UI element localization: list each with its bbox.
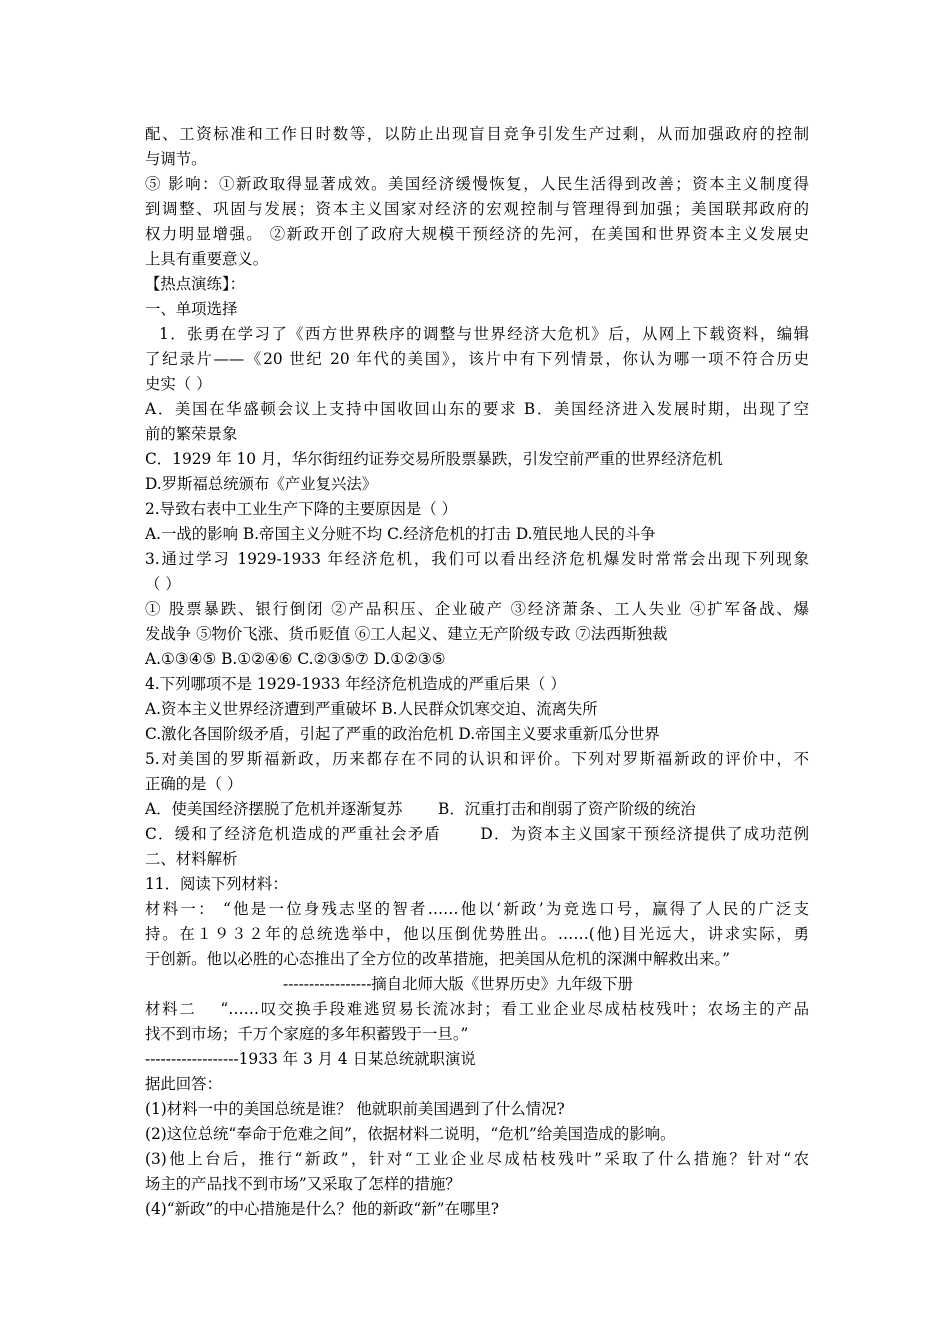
- option-line: A.一战的影响 B.帝国主义分赃不均 C.经济危机的打击 D.殖民地人民的斗争: [145, 525, 656, 543]
- option-line: 前的繁荣景象: [145, 425, 238, 443]
- question-3: 3.通过学习 1929-1933 年经济危机，我们可以看出经济危机爆发时常常会出现下列现象: [145, 550, 809, 568]
- text-line: （ ）: [145, 575, 181, 593]
- option-line: A.资本主义世界经济遭到严重破坏 B.人民群众饥寒交迫、流离失所: [145, 700, 598, 718]
- source-credit: -----------------摘自北师大版《世界历史》九年级下册: [283, 975, 634, 993]
- text-line: 找不到市场；千万个家庭的多年积蓄毁于一旦。”: [145, 1025, 469, 1043]
- text-line: 上具有重要意义。: [145, 250, 269, 268]
- option-line: D.罗斯福总统颁布《产业复兴法》: [145, 475, 378, 493]
- text-line: 与调节。: [145, 150, 207, 168]
- text-line: 到调整、巩固与发展；资本主义国家对经济的宏观控制与管理得到加强；美国联邦政府的: [145, 200, 809, 218]
- text-line: 场主的产品找不到市场”又采取了怎样的措施？: [145, 1175, 461, 1193]
- sub-question: (2)这位总统“奉命于危难之间”，依据材料二说明，“危机”给美国造成的影响。: [145, 1125, 676, 1143]
- text-line: 持。在１９３２年的总统选举中，他以压倒优势胜出。……(他)目光远大，讲求实际，勇: [145, 925, 809, 943]
- text-line: 权力明显增强。 ②新政开创了政府大规模干预经济的先河，在美国和世界资本主义发展史: [145, 225, 809, 243]
- question-5: 5.对美国的罗斯福新政，历来都存在不同的认识和评价。下列对罗斯福新政的评价中，不: [145, 750, 809, 768]
- text-line: 配、工资标准和工作日时数等，以防止出现盲目竞争引发生产过剩，从而加强政府的控制: [145, 125, 809, 143]
- question-2: 2.导致右表中工业生产下降的主要原因是（ ）: [145, 500, 457, 518]
- text-line: 正确的是（ ）: [145, 775, 243, 793]
- option-line: ① 股票暴跌、银行倒闭 ②产品积压、企业破产 ③经济萧条、工人失业 ④扩军备战、爆: [145, 600, 809, 618]
- text-line: 了纪录片——《20 世纪 20 年代的美国》，该片中有下列情景，你认为哪一项不符合历史: [145, 350, 809, 368]
- text-line: ⑤ 影响：①新政取得显著成效。美国经济缓慢恢复，人民生活得到改善；资本主义制度得: [145, 175, 809, 193]
- text-line: 据此回答：: [145, 1075, 222, 1093]
- material-1: 材料一： “他是一位身残志坚的智者……他以‘新政’为竞选口号，赢得了人民的广泛支: [145, 900, 809, 918]
- option-line: A．美国在华盛顿会议上支持中国收回山东的要求 B．美国经济进入发展时期，出现了空: [145, 400, 809, 418]
- sub-question: (4)“新政”的中心措施是什么？他的新政“新”在哪里?: [145, 1200, 499, 1218]
- option-line: 发战争 ⑤物价飞涨、货币贬值 ⑥工人起义、建立无产阶级专政 ⑦法西斯独裁: [145, 625, 668, 643]
- option-line: C.激化各国阶级矛盾，引起了严重的政治危机 D.帝国主义要求重新瓜分世界: [145, 725, 660, 743]
- document-page: [145, 122, 809, 1222]
- question-4: 4.下列哪项不是 1929-1933 年经济危机造成的严重后果（ ）: [145, 675, 566, 693]
- question-1: 1．张勇在学习了《西方世界秩序的调整与世界经济大危机》后，从网上下载资料，编辑: [159, 325, 809, 343]
- sub-question: (1)材料一中的美国总统是谁？ 他就职前美国遇到了什么情况?: [145, 1100, 565, 1118]
- text-line: 史实（ ）: [145, 375, 212, 393]
- text-line: 于创新。他以必胜的心态推出了全方位的改革措施，把美国从危机的深渊中解救出来。”: [145, 950, 731, 968]
- option-line: C．1929 年 10 月，华尔街纽约证券交易所股票暴跌，引发空前严重的世界经济危机: [145, 450, 723, 468]
- material-2: 材料二 “……叹交换手段难逃贸易长流冰封；看工业企业尽成枯枝残叶；农场主的产品: [145, 1000, 809, 1018]
- option-line: A.①③④⑤ B.①②④⑥ C.②③⑤⑦ D.①②③⑤: [145, 650, 446, 668]
- question-11: 11．阅读下列材料：: [145, 875, 288, 893]
- sub-question: (3)他上台后，推行“新政”，针对“工业企业尽成枯枝残叶”采取了什么措施？针对“农: [145, 1150, 809, 1168]
- option-line: C．缓和了经济危机造成的严重社会矛盾 D．为资本主义国家干预经济提供了成功范例: [145, 825, 809, 843]
- source-credit: ------------------1933 年 3 月 4 日某总统就职演说: [145, 1050, 476, 1068]
- section-heading: 二、材料解析: [145, 850, 238, 868]
- section-heading: 一、单项选择: [145, 300, 238, 318]
- option-line: A．使美国经济摆脱了危机并逐渐复苏 B．沉重打击和削弱了资产阶级的统治: [145, 800, 696, 818]
- section-heading: 【热点演练】：: [145, 275, 246, 293]
